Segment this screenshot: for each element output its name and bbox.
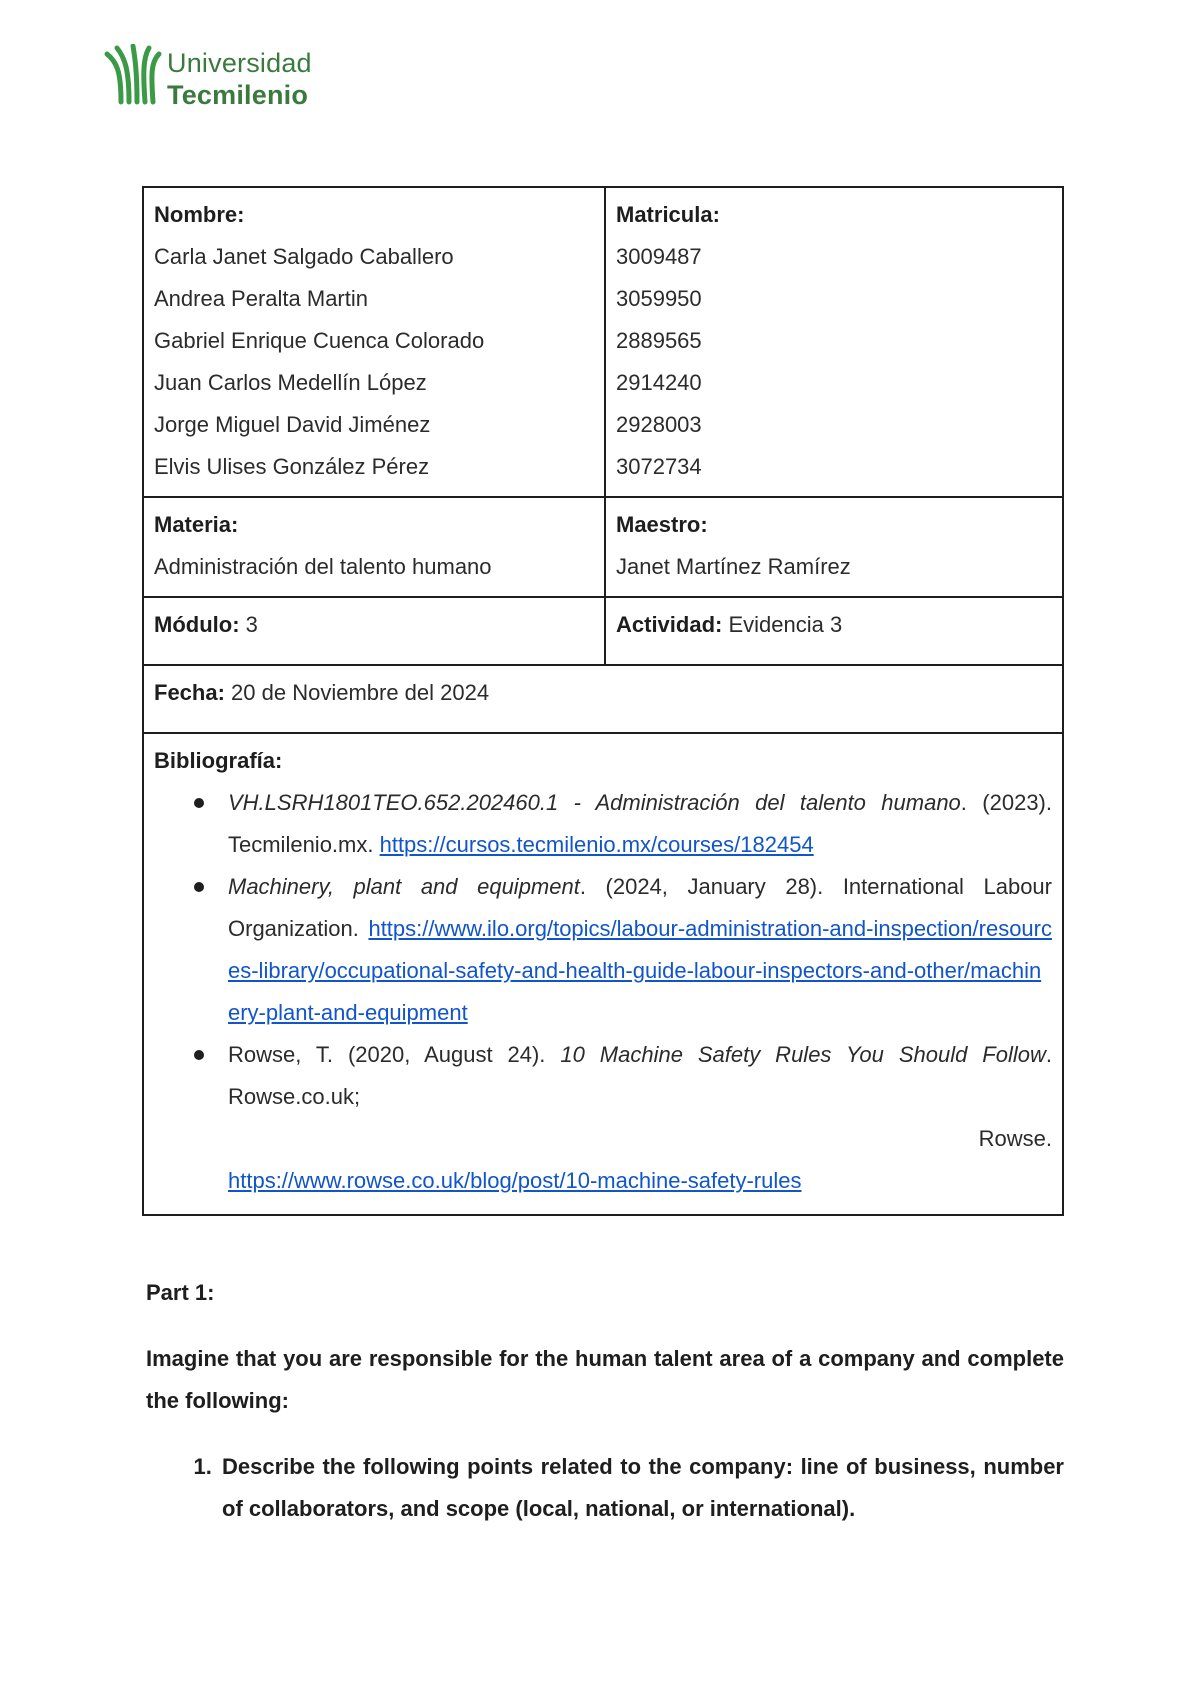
bibliography-entry bbox=[154, 866, 1052, 1034]
bib-source: . (2024, January 28). International Labour Organization. bbox=[228, 874, 1052, 941]
student-id: 3072734 bbox=[616, 454, 702, 479]
student-id: 2914240 bbox=[616, 370, 702, 395]
student-id: 3059950 bbox=[616, 286, 702, 311]
student-name: Carla Janet Salgado Caballero bbox=[154, 244, 454, 269]
bib-title: Machinery, plant and equipment bbox=[228, 874, 580, 899]
student-name: Juan Carlos Medellín López bbox=[154, 370, 427, 395]
bullet-icon bbox=[194, 1050, 204, 1060]
bib-title: VH.LSRH1801TEO.652.202460.1 - Administración del talento humano bbox=[228, 790, 961, 815]
modulo-label: Módulo: bbox=[154, 612, 240, 637]
bib-link[interactable]: https://www.ilo.org/topics/labour-administration-and-inspection/resources-library/occupational-safety-and-health-guide-labour-inspectors-and-other/machinery-plant-and-equipment bbox=[228, 916, 1052, 1025]
bib-split-line bbox=[228, 1118, 1052, 1160]
bib-title: 10 Machine Safety Rules You Should Follow bbox=[560, 1042, 1046, 1067]
bib-publisher: Rowse. bbox=[978, 1126, 1052, 1151]
bib-source: . (2023). Tecmilenio.mx. bbox=[228, 790, 1052, 857]
matricula-cell bbox=[605, 187, 1063, 497]
actividad-value: Evidencia 3 bbox=[722, 612, 843, 637]
fecha-label: Fecha: bbox=[154, 680, 225, 705]
student-id: 3009487 bbox=[616, 244, 702, 269]
student-name: Jorge Miguel David Jiménez bbox=[154, 412, 431, 437]
maestro-cell bbox=[605, 497, 1063, 597]
bibliography-entry bbox=[154, 1034, 1052, 1202]
actividad-label: Actividad: bbox=[616, 612, 723, 637]
student-id: 2928003 bbox=[616, 412, 702, 437]
bib-link[interactable]: https://cursos.tecmilenio.mx/courses/182454 bbox=[379, 832, 814, 857]
bibliography-entry bbox=[154, 782, 1052, 866]
part-heading: Part 1: bbox=[146, 1280, 215, 1305]
bibliografia-cell bbox=[143, 733, 1063, 1215]
logo-line-universidad: Universidad bbox=[167, 48, 312, 78]
logo-line-tecmilenio: Tecmilenio bbox=[167, 80, 309, 110]
modulo-cell bbox=[143, 597, 605, 665]
bib-source: . Rowse.co.uk; bbox=[228, 1042, 1052, 1109]
bib-link[interactable]: https://www.rowse.co.uk/blog/post/10-machine-safety-rules bbox=[228, 1168, 802, 1193]
bibliography-list bbox=[154, 782, 1052, 1202]
student-name: Gabriel Enrique Cuenca Colorado bbox=[154, 328, 485, 353]
intro-paragraph: Imagine that you are responsible for the human talent area of a company and complete the following: bbox=[146, 1346, 1064, 1413]
assignment-body bbox=[146, 1272, 1064, 1530]
nombre-label: Nombre: bbox=[154, 202, 245, 227]
student-id: 2889565 bbox=[616, 328, 702, 353]
bibliografia-label: Bibliografía: bbox=[154, 748, 283, 773]
maestro-value: Janet Martínez Ramírez bbox=[616, 554, 851, 579]
materia-cell bbox=[143, 497, 605, 597]
bullet-icon bbox=[194, 882, 204, 892]
materia-value: Administración del talento humano bbox=[154, 554, 492, 579]
student-name: Andrea Peralta Martin bbox=[154, 286, 368, 311]
cover-info-table bbox=[142, 186, 1064, 1216]
bullet-icon bbox=[194, 798, 204, 808]
maestro-label: Maestro: bbox=[616, 512, 708, 537]
students-cell bbox=[143, 187, 605, 497]
tecmilenio-leaf-icon bbox=[103, 44, 163, 106]
fecha-cell bbox=[143, 665, 1063, 733]
task-item: 1. Describe the following points related to the company: line of business, number of collaborators, and scope (local, national, or international). bbox=[218, 1446, 1064, 1530]
modulo-value: 3 bbox=[239, 612, 258, 637]
materia-label: Materia: bbox=[154, 512, 239, 537]
fecha-value: 20 de Noviembre del 2024 bbox=[224, 680, 490, 705]
matricula-label: Matricula: bbox=[616, 202, 720, 227]
university-logo bbox=[103, 44, 363, 114]
actividad-cell bbox=[605, 597, 1063, 665]
student-name: Elvis Ulises González Pérez bbox=[154, 454, 430, 479]
bib-author: Rowse, T. (2020, August 24). bbox=[228, 1042, 561, 1067]
task-list bbox=[146, 1446, 1064, 1530]
